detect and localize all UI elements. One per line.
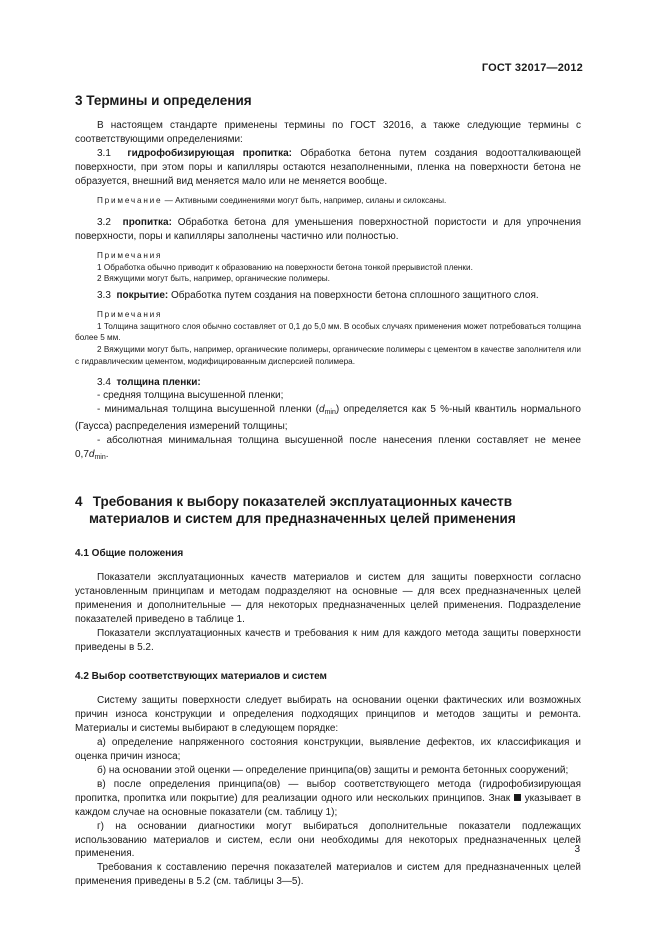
item-3-part-a: - абсолютная минимальная толщина высушенной после нанесения пленки составляет не менее 0,7 [75,435,581,461]
term-3-3-notes-label: Примечания [97,310,163,320]
term-3-1 [75,147,581,189]
item-3-part-b: . [105,449,109,461]
page-number: 3 [574,844,580,855]
section-4-number: 4 [75,494,83,510]
term-3-4-item-2 [75,403,581,434]
term-3-1-note [75,195,581,207]
section-3-intro: В настоящем стандарте применены термины по ГОСТ 32016, а также следующие термины с соответствующими определениями: [75,120,581,145]
term-3-1-definition: Обработка бетона путем создания водоотталкивающей поверхности, при этом поры и капилляры остаются незаполненными, пленка на поверхности бетона не образуется, внешний вид меняется мало или не меняется вообще. [75,147,581,187]
note-label: Примечание [97,195,163,205]
section-4-title-line-1: Требования к выбору показателей эксплуатационных качеств [92,494,513,510]
term-3-4 [75,376,581,390]
item-2-part-b: ) определяется как 5 %-ный квантиль нормального (Гаусса) распределения измерений толщины; [75,404,581,433]
subscript-min: min [324,409,336,417]
list-item-c [75,778,581,820]
term-3-4-item-3 [75,434,581,465]
list-item-b: б) на основании этой оценки — определение принципа(ов) защиты и ремонта бетонных сооружений; [97,764,569,776]
list-item-d: г) на основании диагностики могут выбираться дополнительные показатели подлежащих использованию материалов и систем, если они необходимы для некоторых предназначенных целей применения. [75,820,581,860]
subsection-4-1-paragraph-1: Показатели эксплуатационных качеств материалов и систем для защиты поверхности согласно установленным принципам и методам подразделяют на основные — для всех предназначенных целей применения и дополнительные — для некоторых предназначенных целей применения. Подразделение показателей приведено в таблице 1. [75,572,581,625]
term-3-3-term: покрытие: [116,290,169,302]
subscript-min: min [94,454,106,462]
term-3-3-definition: Обработка путем создания на поверхности бетона сплошного защитного слоя. [168,290,539,302]
term-3-2-term: пропитка: [122,217,172,229]
term-3-2-notes-label: Примечания [97,251,163,261]
term-3-2 [75,216,581,244]
list-item-c-part-2: указывает в каждом случае на основные показатели (см. таблицу 1); [75,792,581,818]
item-2-part-a: - минимальная толщина высушенной пленки ( [97,404,320,416]
black-square-icon [514,794,521,801]
list-item-a: а) определение напряженного состояния конструкции, выявление дефектов, их классификация и оценка причин износа; [75,737,581,763]
symbol-d: d [88,449,95,461]
note-text: — Активными соединениями могут быть, например, силаны и силоксаны. [162,195,447,205]
term-3-3-number: 3.3 [97,290,111,302]
term-3-4-item-1: - средняя толщина высушенной пленки; [97,390,284,402]
subsection-4-2-paragraph-1: Систему защиты поверхности следует выбирать на основании оценки фактических или возможных причин износа конструкции и определения подходящих принципов и методов защиты и ремонта. Материалы и системы выбирают в следующем порядке: [75,695,581,735]
term-3-3 [75,289,581,303]
page-content [75,92,581,889]
subsection-4-2-title: 4.2 Выбор соответствующих материалов и систем [75,671,327,683]
subsection-4-1-title: 4.1 Общие положения [75,548,184,560]
subsection-4-1-paragraph-2: Показатели эксплуатационных качеств и требования к ним для каждого метода защиты поверхности приведены в 5.2. [75,627,581,653]
term-3-3-note-2: 2 Вяжущими могут быть, например, органические полимеры, органические полимеры с цементом в качестве заполнителя или с гидравлическим цементом, модифицированным дисперсией полимера. [75,345,581,366]
term-3-2-note-1: 1 Обработка обычно приводит к образованию на поверхности бетона тонкой прерывистой пленки. [97,262,473,272]
term-3-2-definition: Обработка бетона для уменьшения поверхностной пористости и для упрочнения поверхности, поры и капилляры заполнены частично или полностью. [75,217,582,243]
section-3-title: 3 Термины и определения [75,93,252,108]
term-3-2-number: 3.2 [97,217,111,229]
section-4-title-line-2: материалов и систем для предназначенных целей применения [89,511,516,527]
term-3-2-note-2: 2 Вяжущими могут быть, например, органические полимеры. [97,274,330,284]
section-4-title [75,493,581,527]
term-3-4-number: 3.4 [97,376,111,388]
list-item-c-part-1: в) после определения принципа(ов) — выбор соответствующего метода (гидрофобизирующая пропитка, пропитка или покрытие) для реализации одного или нескольких принципов. Знак [75,778,581,804]
term-3-1-number: 3.1 [97,147,111,159]
document-number: ГОСТ 32017—2012 [481,62,583,74]
term-3-4-term: толщина пленки: [116,376,201,388]
term-3-3-note-1: 1 Толщина защитного слоя обычно составляет от 0,1 до 5,0 мм. В особых случаях применения может потребоваться толщина более 5 мм. [75,321,581,343]
term-3-1-term: гидрофобизирующая пропитка: [127,147,292,159]
symbol-d: d [319,404,325,416]
subsection-4-2-paragraph-2: Требования к составлению перечня показателей материалов и систем для предназначенных целей применения приведены в 5.2 (см. таблицы 3—5). [75,862,581,888]
